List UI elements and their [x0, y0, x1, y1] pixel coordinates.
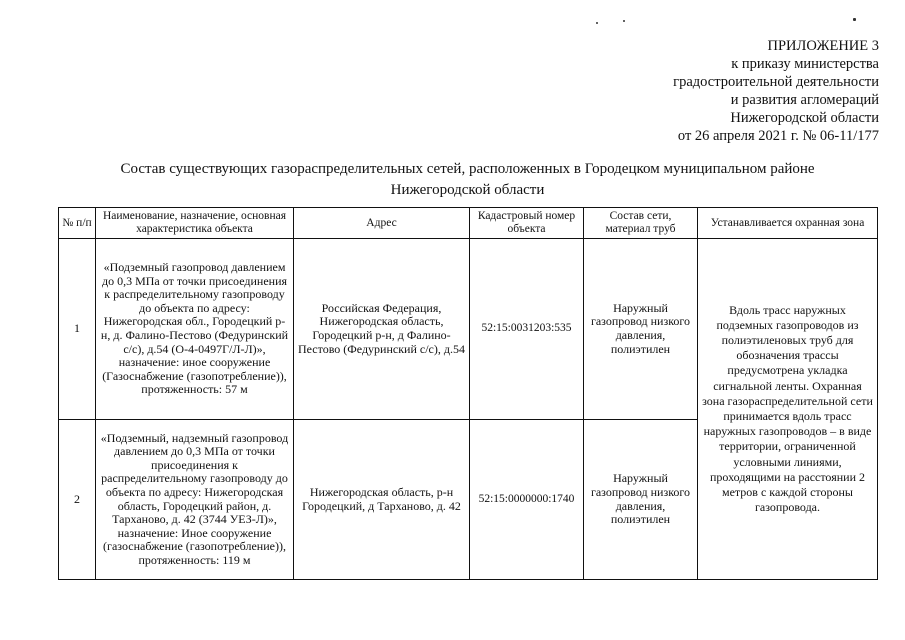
column-header-address: Адрес: [294, 208, 470, 239]
appendix-label: ПРИЛОЖЕНИЕ 3: [767, 38, 879, 54]
row-number: 2: [59, 420, 96, 580]
cadastral-number: 52:15:0000000:1740: [470, 420, 584, 580]
title-line: Нижегородской области: [390, 182, 545, 198]
header-line: Нижегородской области: [730, 110, 879, 126]
scan-speck: [596, 22, 598, 24]
column-header-zone: Устанавливается охранная зона: [698, 208, 878, 239]
gas-network-table: [58, 207, 878, 580]
column-header-network: Состав сети, материал труб: [584, 208, 698, 239]
network-material: Наружный газопровод низкого давления, полиэтилен: [584, 239, 698, 420]
row-number: 1: [59, 239, 96, 420]
object-description: «Подземный газопровод давлением до 0,3 МПа от точки присоединения к распределительному газопроводу до объекта по адресу: Нижегородская обл., Городецкий р-н, д. Фалино-Пестово (Федуринский с/с), д.54 (О-4-0497Г/Л-Л)», назначение: иное сооружение (Газоснабжение (газопотребление)), протяженность: 57 м: [96, 239, 294, 420]
header-line: градостроительной деятельности: [673, 74, 879, 90]
document-header: [673, 37, 879, 145]
object-description: «Подземный, надземный газопровод давлением до 0,3 МПа от точки присоединения к распределительному газопроводу до объекта по адресу: Нижегородская область, Городецкий район, д. Тарханово, д. 42 (3744 УЕЗ-Л)», назначение: Иное сооружение (газоснабжение (газопотребление)), протяженность: 119 м: [96, 420, 294, 580]
table-header-row: [59, 208, 878, 239]
header-line: к приказу министерства: [731, 56, 879, 72]
column-header-num: № п/п: [59, 208, 96, 239]
column-header-cadastral: Кадастровый номер объекта: [470, 208, 584, 239]
document-title: [60, 159, 875, 201]
cadastral-number: 52:15:0031203:535: [470, 239, 584, 420]
table-row: [59, 239, 878, 420]
network-material: Наружный газопровод низкого давления, полиэтилен: [584, 420, 698, 580]
header-line: и развития агломераций: [730, 92, 879, 108]
object-address: Российская Федерация, Нижегородская область, Городецкий р-н, д Фалино-Пестово (Федуринский с/с), д.54: [294, 239, 470, 420]
scan-speck: [623, 20, 625, 22]
protection-zone-text: Вдоль трасс наружных подземных газопроводов из полиэтиленовых труб для обозначения трассы предусмотрена укладка сигнальной ленты. Охранная зона газораспределительной сети принимается вдоль трасс наружных газопроводов – в виде территории, ограниченной условными линиями, проходящими на расстоянии 2 метров с каждой стороны газопровода.: [698, 239, 878, 580]
title-line: Состав существующих газораспределительных сетей, расположенных в Городецком муниципальном районе: [120, 161, 815, 177]
column-header-name: Наименование, назначение, основная характеристика объекта: [96, 208, 294, 239]
scan-speck: [853, 18, 856, 21]
object-address: Нижегородская область, р-н Городецкий, д Тарханово, д. 42: [294, 420, 470, 580]
order-date-number: от 26 апреля 2021 г. № 06-11/177: [677, 128, 879, 144]
